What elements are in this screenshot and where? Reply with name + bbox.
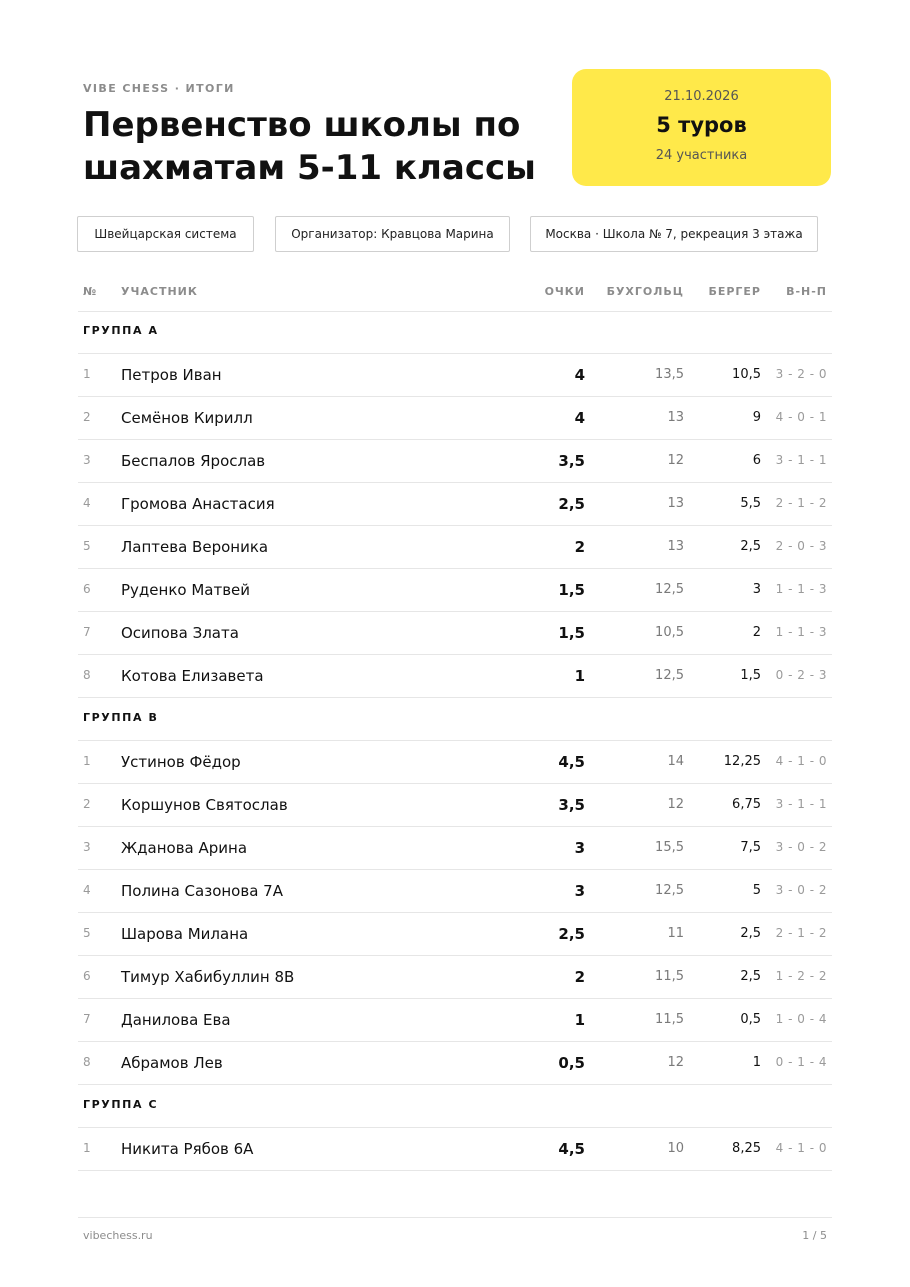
buchholz-value: 13: [667, 410, 684, 425]
table-row: [78, 354, 832, 397]
table-row: [78, 483, 832, 526]
table-row: [78, 999, 832, 1042]
tournament-summary-card: [572, 69, 831, 186]
buchholz-value: 13: [667, 496, 684, 511]
row-number: 7: [83, 1012, 91, 1026]
buchholz-value: 12,5: [655, 883, 684, 898]
buchholz-value: 12: [667, 453, 684, 468]
table-row: [78, 870, 832, 913]
wdl-value: 3 - 1 - 1: [775, 797, 827, 811]
participant-name: Жданова Арина: [121, 839, 248, 857]
buchholz-value: 11,5: [655, 969, 684, 984]
participant-name: Лаптева Вероника: [121, 538, 269, 556]
table-row: [78, 440, 832, 483]
participant-name: Семёнов Кирилл: [121, 409, 253, 427]
page-number: 1 / 5: [802, 1229, 827, 1242]
wdl-value: 4 - 1 - 0: [775, 1141, 827, 1155]
participant-name: Абрамов Лев: [121, 1054, 223, 1072]
row-number: 5: [83, 926, 91, 940]
participant-name: Осипова Злата: [121, 624, 239, 642]
participant-name: Громова Анастасия: [121, 495, 275, 513]
points-value: 1: [574, 667, 585, 685]
wdl-value: 3 - 0 - 2: [775, 883, 827, 897]
points-value: 0,5: [558, 1054, 585, 1072]
row-number: 5: [83, 539, 91, 553]
berger-value: 10,5: [732, 367, 761, 382]
group-label: ГРУППА А: [83, 324, 159, 337]
buchholz-value: 10,5: [655, 625, 684, 640]
berger-value: 5: [752, 883, 761, 898]
row-number: 8: [83, 668, 91, 682]
column-header-num: №: [83, 285, 98, 298]
wdl-value: 3 - 2 - 0: [775, 367, 827, 381]
column-header-wdl: В-Н-П: [786, 285, 827, 298]
table-row: [78, 397, 832, 440]
buchholz-value: 13: [667, 539, 684, 554]
table-row: [78, 1042, 832, 1085]
participants-count: 24 участника: [655, 148, 748, 163]
wdl-value: 3 - 0 - 2: [775, 840, 827, 854]
points-value: 1,5: [558, 624, 585, 642]
participant-name: Тимур Хабибуллин 8В: [121, 968, 295, 986]
tournament-date: 21.10.2026: [664, 89, 739, 104]
berger-value: 2,5: [740, 926, 761, 941]
table-row: [78, 956, 832, 999]
buchholz-value: 12,5: [655, 668, 684, 683]
berger-value: 1: [752, 1055, 761, 1070]
group-header: [78, 1085, 832, 1128]
column-header-buchholz: БУХГОЛЬЦ: [606, 285, 684, 298]
row-number: 1: [83, 1141, 91, 1155]
points-value: 3: [574, 839, 585, 857]
table-row: [78, 913, 832, 956]
table-row: [78, 569, 832, 612]
footer-site: vibechess.ru: [83, 1229, 153, 1242]
table-header: [78, 272, 832, 312]
organizer-chip: Организатор: Кравцова Марина: [275, 216, 510, 252]
row-number: 4: [83, 496, 91, 510]
row-number: 8: [83, 1055, 91, 1069]
berger-value: 2,5: [740, 539, 761, 554]
berger-value: 3: [752, 582, 761, 597]
wdl-value: 4 - 1 - 0: [775, 754, 827, 768]
rounds-count: 5 туров: [656, 113, 747, 137]
table-row: [78, 526, 832, 569]
berger-value: 2: [752, 625, 761, 640]
points-value: 3,5: [558, 452, 585, 470]
points-value: 4: [574, 409, 585, 427]
row-number: 6: [83, 582, 91, 596]
points-value: 3: [574, 882, 585, 900]
wdl-value: 2 - 0 - 3: [775, 539, 827, 553]
berger-value: 5,5: [740, 496, 761, 511]
group-header: [78, 311, 832, 354]
participant-name: Петров Иван: [121, 366, 222, 384]
group-header: [78, 698, 832, 741]
column-header-berger: БЕРГЕР: [708, 285, 761, 298]
page-title: Первенство школы по шахматам 5-11 классы: [83, 105, 536, 188]
points-value: 4,5: [558, 753, 585, 771]
row-number: 1: [83, 367, 91, 381]
table-row: [78, 827, 832, 870]
buchholz-value: 13,5: [655, 367, 684, 382]
wdl-value: 1 - 2 - 2: [775, 969, 827, 983]
berger-value: 6,75: [732, 797, 761, 812]
table-row: [78, 612, 832, 655]
participant-name: Данилова Ева: [121, 1011, 231, 1029]
wdl-value: 2 - 1 - 2: [775, 926, 827, 940]
points-value: 2,5: [558, 495, 585, 513]
berger-value: 1,5: [740, 668, 761, 683]
participant-name: Устинов Фёдор: [121, 753, 241, 771]
berger-value: 6: [752, 453, 761, 468]
buchholz-value: 12: [667, 1055, 684, 1070]
berger-value: 0,5: [740, 1012, 761, 1027]
participant-name: Котова Елизавета: [121, 667, 264, 685]
system-chip: Швейцарская система: [77, 216, 254, 252]
row-number: 7: [83, 625, 91, 639]
berger-value: 9: [752, 410, 761, 425]
buchholz-value: 14: [667, 754, 684, 769]
column-header-points: ОЧКИ: [544, 285, 585, 298]
participant-name: Коршунов Святослав: [121, 796, 288, 814]
buchholz-value: 12,5: [655, 582, 684, 597]
group-label: ГРУППА B: [83, 711, 159, 724]
table-row: [78, 1128, 832, 1171]
participant-name: Руденко Матвей: [121, 581, 251, 599]
table-row: [78, 655, 832, 698]
row-number: 1: [83, 754, 91, 768]
points-value: 1: [574, 1011, 585, 1029]
row-number: 6: [83, 969, 91, 983]
wdl-value: 0 - 2 - 3: [775, 668, 827, 682]
column-header-participant: УЧАСТНИК: [121, 285, 198, 298]
participant-name: Шарова Милана: [121, 925, 249, 943]
berger-value: 12,25: [723, 754, 761, 769]
participant-name: Беспалов Ярослав: [121, 452, 266, 470]
buchholz-value: 11,5: [655, 1012, 684, 1027]
buchholz-value: 12: [667, 797, 684, 812]
wdl-value: 1 - 1 - 3: [775, 582, 827, 596]
row-number: 2: [83, 410, 91, 424]
location-chip: Москва · Школа № 7, рекреация 3 этажа: [530, 216, 818, 252]
row-number: 2: [83, 797, 91, 811]
points-value: 2: [574, 968, 585, 986]
points-value: 2: [574, 538, 585, 556]
row-number: 3: [83, 453, 91, 467]
wdl-value: 3 - 1 - 1: [775, 453, 827, 467]
wdl-value: 1 - 1 - 3: [775, 625, 827, 639]
buchholz-value: 15,5: [655, 840, 684, 855]
participant-name: Полина Сазонова 7А: [121, 882, 283, 900]
group-label: ГРУППА C: [83, 1098, 159, 1111]
wdl-value: 4 - 0 - 1: [775, 410, 827, 424]
row-number: 3: [83, 840, 91, 854]
standings-table: [78, 311, 832, 1171]
page-footer: [78, 1217, 832, 1242]
row-number: 4: [83, 883, 91, 897]
header-kicker: VIBE CHESS · ИТОГИ: [83, 82, 235, 95]
berger-value: 7,5: [740, 840, 761, 855]
participant-name: Никита Рябов 6А: [121, 1140, 254, 1158]
table-row: [78, 784, 832, 827]
buchholz-value: 10: [667, 1141, 684, 1156]
points-value: 2,5: [558, 925, 585, 943]
wdl-value: 1 - 0 - 4: [775, 1012, 827, 1026]
points-value: 1,5: [558, 581, 585, 599]
berger-value: 8,25: [732, 1141, 761, 1156]
table-row: [78, 741, 832, 784]
points-value: 4: [574, 366, 585, 384]
wdl-value: 2 - 1 - 2: [775, 496, 827, 510]
points-value: 3,5: [558, 796, 585, 814]
wdl-value: 0 - 1 - 4: [775, 1055, 827, 1069]
points-value: 4,5: [558, 1140, 585, 1158]
buchholz-value: 11: [667, 926, 684, 941]
berger-value: 2,5: [740, 969, 761, 984]
